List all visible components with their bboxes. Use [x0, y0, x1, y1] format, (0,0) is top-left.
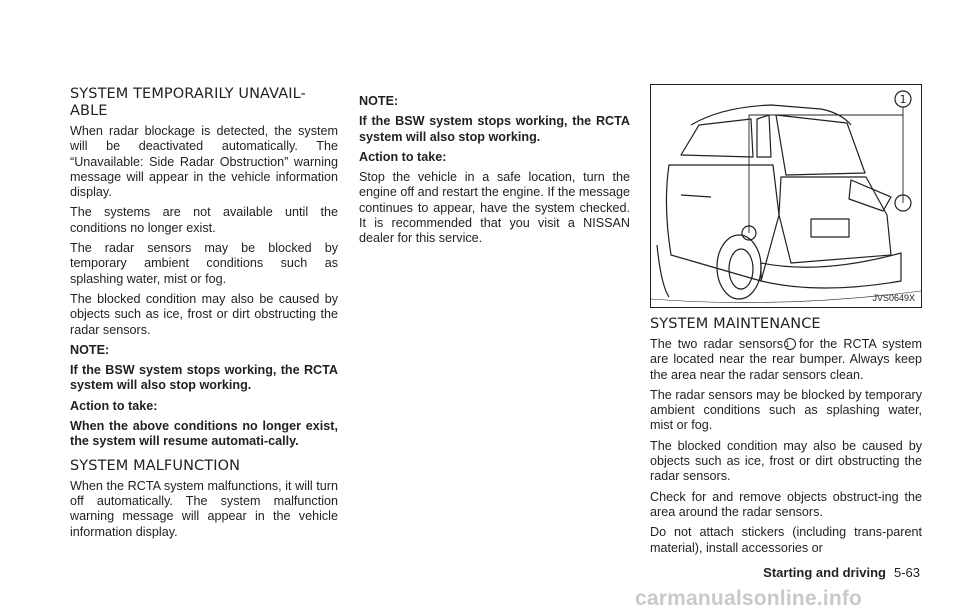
heading-system-maintenance: SYSTEM MAINTENANCE — [650, 316, 821, 332]
paragraph — [650, 337, 922, 383]
note-text: If the BSW system stops working, the RCTA system will also stop working. — [359, 114, 630, 144]
callout-1-icon: 1 — [784, 338, 796, 350]
heading-system-malfunction: SYSTEM MALFUNCTION — [70, 457, 241, 474]
note-text: If the BSW system stops working, the RCTA system will also stop working. — [70, 363, 338, 393]
figure-code: JVS0649X — [872, 293, 915, 303]
note-label: NOTE: — [70, 342, 110, 357]
page-footer — [740, 565, 920, 580]
paragraph: The radar sensors may be blocked by temporary ambient conditions such as splashing water, mist or fog. — [70, 241, 338, 286]
action-text: When the above conditions no longer exist, the system will resume automati-cally. — [70, 419, 338, 449]
column-left — [70, 86, 338, 545]
watermark-text: carmanualsonline.info — [635, 587, 863, 610]
heading-temporarily-unavailable: SYSTEM TEMPORARILY UNAVAIL-ABLE — [70, 86, 306, 119]
column-middle — [359, 94, 630, 252]
paragraph: When the RCTA system malfunctions, it will turn off automatically. The system malfunction warning message will appear in the vehicle information display. — [70, 478, 338, 539]
footer-section-title: Starting and driving — [763, 565, 886, 580]
vehicle-rear-illustration — [651, 85, 921, 307]
paragraph: Stop the vehicle in a safe location, turn the engine off and restart the engine. If the message continues to appear, have the system checked. It is recommended that you visit a NISSAN dealer for this service. — [359, 170, 630, 246]
text: for the RCTA system are located near the rear bumper. Always keep the area near the radar sensors clean. — [650, 337, 922, 382]
paragraph: Check for and remove objects obstruct-ing the area around the radar sensors. — [650, 489, 922, 519]
action-label: Action to take: — [70, 398, 158, 413]
text: The two radar sensors — [650, 337, 784, 351]
paragraph: Do not attach stickers (including trans-parent material), install accessories or — [650, 525, 922, 555]
paragraph: The systems are not available until the conditions no longer exist. — [70, 205, 338, 235]
action-label: Action to take: — [359, 149, 447, 164]
page-number: 5-63 — [893, 565, 920, 580]
paragraph: The blocked condition may also be caused by objects such as ice, frost or dirt obstructing the radar sensors. — [650, 438, 922, 484]
paragraph: When radar blockage is detected, the system will be deactivated automatically. The “Unavailable: Side Radar Obstruction” warning message will appear in the vehicle information display. — [70, 124, 338, 200]
paragraph: The blocked condition may also be caused by objects such as ice, frost or dirt obstructing the radar sensors. — [70, 291, 338, 337]
paragraph: The radar sensors may be blocked by temporary ambient conditions such as splashing water, mist or fog. — [650, 387, 922, 433]
column-right — [650, 84, 922, 561]
callout-number: 1 — [899, 93, 907, 106]
vehicle-rear-figure — [650, 84, 922, 308]
note-label: NOTE: — [359, 94, 399, 108]
